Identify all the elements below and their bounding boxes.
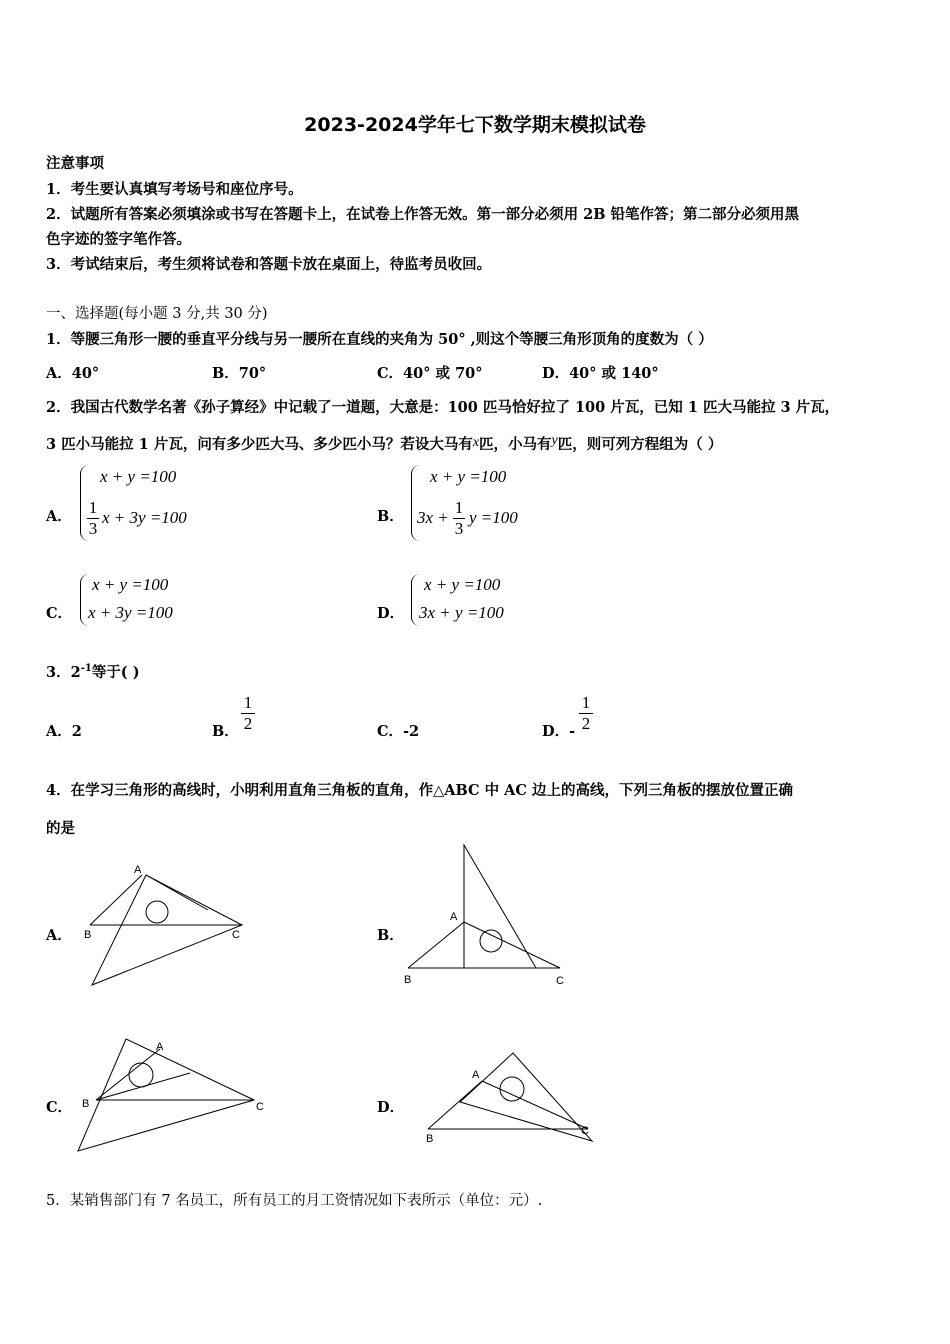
q4-stem-line2: 的是: [46, 820, 75, 837]
q2-option-a-label: A．: [46, 508, 72, 525]
q3-stem: [46, 661, 140, 682]
q3-d-fraction: [579, 693, 593, 734]
q2-b-brace: [411, 465, 420, 541]
q4-diagram-a: [80, 858, 250, 993]
q2-b-fraction: [453, 498, 465, 539]
q2-stem-part3: 匹，则可列方程组为（ ）: [557, 436, 723, 453]
q2-b-eq2-pre: 3x +: [417, 508, 449, 527]
notice-item-1: 1．考生要认真填写考场号和座位序号。: [46, 181, 303, 198]
vertex-label-a: A: [156, 1041, 164, 1053]
q2-a-frac-den: 3: [88, 519, 98, 538]
q2-a-fraction: [87, 498, 99, 539]
q3-d-frac-num: 1: [581, 693, 591, 712]
line-ac: [482, 1081, 588, 1129]
vertex-label-b: B: [82, 1098, 90, 1110]
var-y: y: [551, 433, 558, 448]
q3-option-c: C．-2: [377, 723, 420, 740]
q2-a-eq2: x + 3y =100: [102, 508, 187, 527]
set-square: [92, 875, 242, 985]
q3-stem-rest: 等于( ): [91, 664, 140, 681]
q2-option-c-label: C．: [46, 605, 73, 622]
set-square-hole: [480, 930, 502, 952]
vertex-label-c: C: [232, 929, 240, 941]
q1-stem: 1．等腰三角形一腰的垂直平分线与另一腰所在直线的夹角为 50° ,则这个等腰三角形顶角的度数为（ ）: [46, 331, 713, 348]
q3-b-frac-num: 1: [243, 693, 253, 712]
notice-item-3: 3．考试结束后，考生须将试卷和答题卡放在桌面上，待监考员收回。: [46, 256, 492, 273]
q2-b-frac-den: 3: [454, 519, 464, 538]
q2-a-eq1: x + y =100: [100, 467, 177, 486]
set-square-hole: [129, 1063, 153, 1087]
q2-stem-part1: 3 匹小马能拉 1 片瓦，问有多少匹大马、多少匹小马？若设大马有: [46, 436, 473, 453]
vertex-label-a: A: [450, 911, 458, 923]
notice-heading: 注意事项: [46, 155, 104, 172]
q1-option-d: D．40° 或 140°: [542, 365, 659, 382]
q3-stem-exponent: -1: [80, 663, 92, 675]
q2-c-eq2: x + 3y =100: [88, 603, 173, 622]
notice-item-2-cont: 色字迹的签字笔作答。: [46, 231, 191, 248]
vertex-label-c: C: [556, 975, 564, 987]
q3-option-b-label: B．: [212, 723, 239, 740]
q2-b-eq2-rest: y =100: [469, 508, 518, 527]
q2-c-eq1: x + y =100: [92, 575, 169, 594]
var-x: x: [472, 435, 480, 450]
q2-b-eq1: x + y =100: [430, 467, 507, 486]
set-square: [460, 1053, 592, 1141]
q4-diagram-c: [72, 1033, 267, 1158]
q2-option-d-label: D．: [377, 605, 405, 622]
q2-b-frac-num: 1: [454, 498, 464, 517]
q4-option-c-label: C．: [46, 1099, 73, 1116]
vertex-label-b: B: [404, 974, 412, 986]
q2-d-eq2: 3x + y =100: [419, 603, 504, 622]
q4-diagram-d: [420, 1045, 600, 1150]
q1-option-a: A．40°: [46, 365, 100, 382]
line-ab: [428, 1081, 482, 1129]
q2-d-eq1: x + y =100: [424, 575, 501, 594]
set-square: [78, 1039, 254, 1151]
vertex-label-c: C: [256, 1101, 264, 1113]
q3-b-frac-den: 2: [241, 713, 255, 734]
q3-d-frac-den: 2: [579, 713, 593, 734]
line-ab: [408, 922, 464, 968]
set-square-hole: [500, 1077, 524, 1101]
line-ac: [464, 922, 560, 968]
vertex-label-b: B: [84, 929, 92, 941]
q2-stem-line2: [46, 433, 722, 454]
line-a-ac: [146, 875, 208, 910]
q3-stem-base: 3．2: [46, 664, 81, 681]
q1-option-b: B．70°: [212, 365, 267, 382]
q2-stem-part2: 匹，小马有: [479, 436, 552, 453]
vertex-label-a: A: [472, 1069, 480, 1081]
q1-option-c: C．40° 或 70°: [377, 365, 483, 382]
set-square: [464, 845, 536, 968]
q4-option-a-label: A．: [46, 927, 72, 944]
q3-option-a: A．2: [46, 723, 82, 740]
page-title: 2023-2024学年七下数学期末模拟试卷: [304, 114, 646, 136]
q4-option-b-label: B．: [377, 927, 404, 944]
section-heading: 一、选择题(每小题 3 分,共 30 分): [46, 306, 268, 322]
notice-item-2: 2．试题所有答案必须填涂或书写在答题卡上，在试卷上作答无效。第一部分必须用 2B 铅笔作答；第二部分必须用黑: [46, 206, 800, 223]
q2-a-frac-num: 1: [88, 498, 98, 517]
line-ab: [96, 1049, 160, 1100]
q2-option-b-label: B．: [377, 508, 404, 525]
set-square-hole: [146, 901, 168, 923]
q4-option-d-label: D．: [377, 1099, 405, 1116]
q2-stem-line1: 2．我国古代数学名著《孙子算经》中记载了一道题，大意是：100 匹马恰好拉了 100 片瓦，已知 1 匹大马能拉 3 片瓦，: [46, 399, 840, 416]
vertex-label-b: B: [426, 1133, 434, 1145]
q5-stem: 5．某销售部门有 7 名员工，所有员工的月工资情况如下表所示（单位：元）.: [46, 1193, 543, 1209]
vertex-label-c: C: [581, 1125, 589, 1137]
q4-stem-line1: 4．在学习三角形的高线时，小明利用直角三角板的直角，作△ABC 中 AC 边上的高线，下列三角板的摆放位置正确: [46, 782, 793, 799]
q3-b-fraction: [241, 693, 255, 734]
vertex-label-a: A: [134, 864, 142, 876]
q4-diagram-b: [398, 840, 573, 990]
q3-option-d-label: D．-: [542, 723, 576, 740]
